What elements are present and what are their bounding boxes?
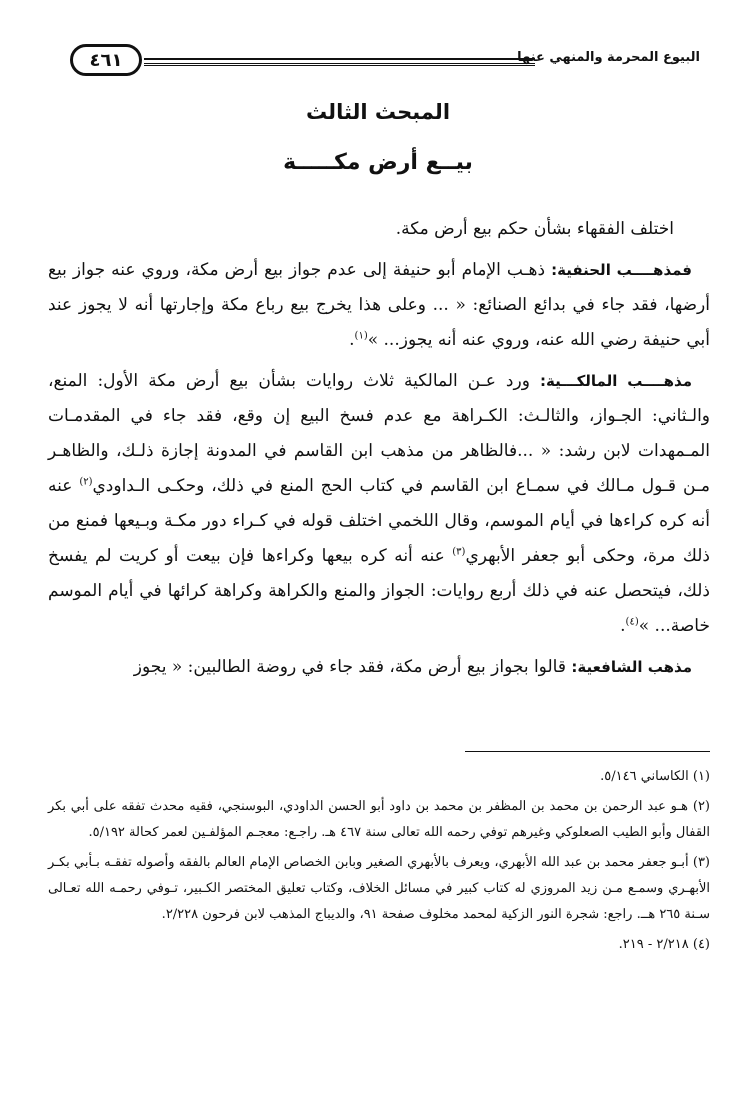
shafii-term: مذهب الشافعية:	[571, 658, 692, 676]
maliki-term: مذهــــب المالكـــية:	[539, 372, 692, 390]
page-number-badge	[70, 44, 142, 76]
footnote-4: (٤) ٢/٢١٨ - ٢١٩.	[618, 937, 710, 952]
section-title: بيــع أرض مكـــــة	[283, 150, 473, 175]
footnote-separator	[465, 751, 710, 752]
body-text	[48, 212, 710, 691]
running-header-title: البيوع المحرمة والمنهي عنها	[517, 50, 700, 65]
footnote-2: (٢) هـو عبد الرحمن بن محمد بن المظفر بن محمد بن داود أبو الحسن الداودي، البوسنجي، فقيه محدث تفقه على أبي بكر القفال وأبو الطيب الصعلوكي وغيرهم توفي رحمه الله تعالى سنة ٤٦٧ هـ. راجـع: معجـم المؤلفـين لعمر كحالة ٥/١٩٢.	[48, 799, 710, 840]
footnote-ref-4[interactable]: (٤)	[625, 616, 639, 628]
maliki-paragraph	[48, 364, 710, 644]
footnote-ref-3[interactable]: (٣)	[452, 546, 466, 558]
footnotes	[48, 764, 710, 962]
page-number: ٤٦١	[89, 49, 123, 71]
maliki-text-b: عنه أنه كره كراءها في أيام الموسم، وقال اللخمي اختلف قوله في كـراء دور مكـة وبـيعها فمنع من ذلك مرة، وحكى أبو جعفر الأبهري	[48, 476, 710, 566]
shafii-text: قالوا بجواز بيع أرض مكة، فقد جاء في روضة الطالبين: « يجوز	[133, 657, 572, 677]
section-label: المبحث الثالث	[305, 100, 451, 124]
footnote-ref-1[interactable]: (١)	[354, 330, 368, 342]
shafii-paragraph	[48, 650, 710, 685]
footnote-3: (٣) أبـو جعفر محمد بن عبد الله الأبهري، ويعرف بالأبهري الصغير وبابن الخصاص الإمام العالم بالفقه وأصوله تفقـه بـأبي بكـر الأبهـري وسمـع مـن زيد المروزي له كتاب كبير في مسائل الخلاف، وكتاب تعليق المختصر الكـبير، تـوفي رحمـه الله تعـالى سـنة ٢٦٥ هــ. راجع: شجرة النور الزكية لمحمد مخلوف صفحة ٩١، والديباج المذهب لابن فرحون ٢/٢٢٨.	[48, 855, 710, 922]
running-header	[70, 44, 700, 78]
footnote-1: (١) الكاساني ٥/١٤٦.	[600, 769, 710, 784]
hanafi-term: فمذهــــب الحنفية:	[551, 261, 692, 279]
maliki-text-a: ورد عـن المالكية ثلاث روايات بشأن بيع أرض مكة الأول: المنع، والـثاني: الجـواز، والثالـث: الكـراهة مع عدم فسخ البيع إن وقع، فقد جاء في المقدمـات المـمهدات لابن رشد: « ...فالظاهر من مذهب ابن القاسم في المدونة إجازة ذلـك، والظاهـر مـن قـول مـالك في سمـاع ابن القاسم في كتاب الحج المنع في ذلك، وحكـى الـداودي	[48, 371, 710, 496]
maliki-text-c: عنه أنه كره بيعها وكراءها فإن بيعت أو كريت لم يفسخ ذلك، فيتحصل عنه في ذلك أربع روايات: الجواز والمنع والكراهة وكراهة كرائها في أيام الموسم خاصة... »	[48, 546, 710, 636]
hanafi-paragraph	[48, 253, 710, 358]
header-rule-thin	[144, 65, 535, 66]
hanafi-text: ذهـب الإمام أبو حنيفة إلى عدم جواز بيع أرض مكة، وروي عنه جواز بيع أرضها، فقد جاء في بدائع الصنائع: « ... وعلى هذا يخرج بيع رباع مكة وإجارتها أنه لا يجوز عند أبي حنيفة رضي الله عنه، وروي عنه أنه يجوز... »	[48, 260, 710, 350]
footnote-ref-2[interactable]: (٢)	[79, 476, 93, 488]
maliki-end: .	[620, 616, 626, 636]
hanafi-end: .	[349, 330, 355, 350]
header-rule	[144, 58, 535, 64]
intro-paragraph: اختلف الفقهاء بشأن حكم بيع أرض مكة.	[395, 219, 674, 239]
